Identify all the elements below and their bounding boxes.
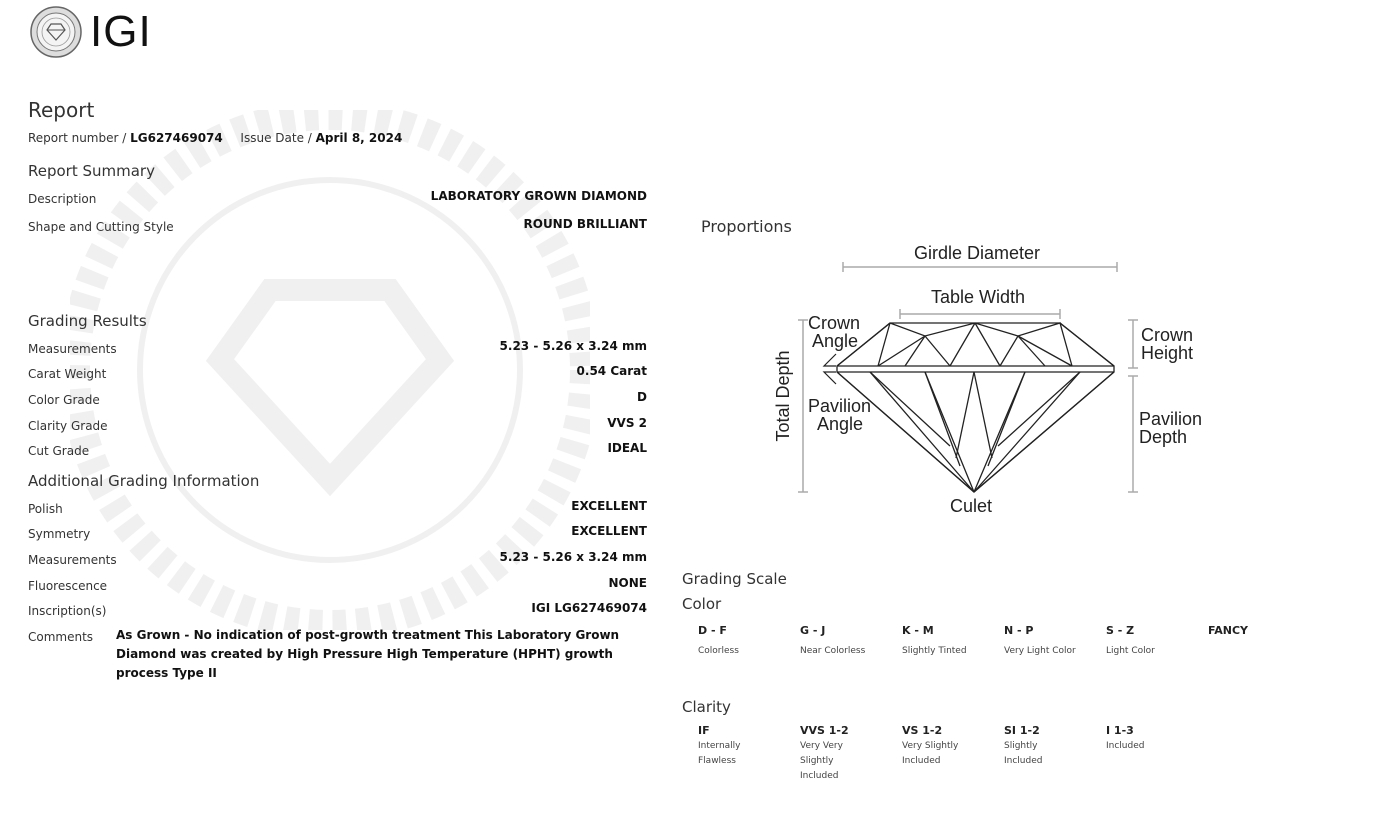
color-scale-item xyxy=(1208,624,1308,637)
clarity-desc-line: Included xyxy=(1004,756,1043,766)
clarity-scale-item xyxy=(800,724,900,784)
summary-label: Description xyxy=(28,192,97,206)
clarity-scale-item xyxy=(902,724,1002,769)
color-code: N - P xyxy=(1004,624,1034,637)
girdle-diameter-label: Girdle Diameter xyxy=(913,243,1041,263)
color-code: FANCY xyxy=(1208,624,1249,637)
table-width-label: Table Width xyxy=(930,287,1026,307)
report-number: LG627469074 xyxy=(130,131,223,145)
clarity-code: VVS 1-2 xyxy=(800,724,849,737)
clarity-desc-line: Very Slightly xyxy=(902,741,959,751)
issue-date: April 8, 2024 xyxy=(315,131,403,145)
report-number-label: Report number / xyxy=(28,131,131,145)
color-code: G - J xyxy=(800,624,826,637)
additional-label: Measurements xyxy=(28,553,117,567)
summary-label: Shape and Cutting Style xyxy=(28,220,174,234)
report-title: Report xyxy=(28,98,95,122)
igi-seal-icon xyxy=(28,6,84,58)
comments-text: As Grown - No indication of post-growth treatment This Laboratory Grown Diamond was created by High Pressure High Temperature (HPHT) growth process Type II xyxy=(116,628,620,680)
grading-value: D xyxy=(637,390,647,404)
grading-label: Cut Grade xyxy=(28,444,90,458)
clarity-scale-title: Clarity xyxy=(682,698,731,716)
grading-label: Color Grade xyxy=(28,393,100,407)
pavilion-depth-label-1: Pavilion xyxy=(1139,409,1203,429)
additional-value: 5.23 - 5.26 x 3.24 mm xyxy=(499,550,647,564)
additional-info-title: Additional Grading Information xyxy=(28,472,260,490)
additional-label: Inscription(s) xyxy=(28,604,107,618)
clarity-desc-line: Included xyxy=(1106,741,1145,751)
report-summary-title: Report Summary xyxy=(28,162,155,180)
color-desc: Slightly Tinted xyxy=(902,646,967,656)
proportions-title: Proportions xyxy=(701,217,792,236)
additional-label: Fluorescence xyxy=(28,579,108,593)
issue-date-label: Issue Date / xyxy=(240,131,316,145)
clarity-code: SI 1-2 xyxy=(1004,724,1040,737)
grading-label: Measurements xyxy=(28,342,117,356)
color-desc: Light Color xyxy=(1106,646,1155,656)
clarity-desc-line: Included xyxy=(902,756,941,766)
crown-angle-label-2: Angle xyxy=(812,331,859,351)
summary-value: LABORATORY GROWN DIAMOND xyxy=(430,189,647,203)
additional-label: Symmetry xyxy=(28,527,91,541)
diamond-proportions-diagram xyxy=(760,236,1230,526)
grading-results-title: Grading Results xyxy=(28,312,147,330)
color-scale-item xyxy=(800,624,900,659)
clarity-desc-line: Internally xyxy=(698,741,741,751)
logo-text: IGI xyxy=(90,7,152,56)
clarity-scale-item xyxy=(698,724,798,769)
clarity-desc-line: Very Very xyxy=(800,741,843,751)
clarity-code: VS 1-2 xyxy=(902,724,943,737)
color-code: K - M xyxy=(902,624,934,637)
crown-angle-label-1: Crown xyxy=(808,313,861,333)
color-scale-item xyxy=(902,624,1002,659)
grading-value: VVS 2 xyxy=(607,416,647,430)
color-desc: Very Light Color xyxy=(1004,646,1076,656)
culet-label: Culet xyxy=(949,496,993,516)
color-scale-item xyxy=(698,624,798,659)
color-code: S - Z xyxy=(1106,624,1135,637)
clarity-desc xyxy=(1106,739,1206,754)
report-meta xyxy=(28,131,402,145)
color-desc: Near Colorless xyxy=(800,646,866,656)
clarity-desc xyxy=(698,739,798,769)
grading-value: IDEAL xyxy=(607,441,647,455)
additional-value: EXCELLENT xyxy=(571,499,647,513)
color-scale-item xyxy=(1106,624,1206,659)
comments-label: Comments xyxy=(28,630,94,644)
total-depth-label: Total Depth xyxy=(773,350,793,442)
clarity-desc xyxy=(800,739,900,784)
clarity-desc xyxy=(1004,739,1104,769)
clarity-code: I 1-3 xyxy=(1106,724,1134,737)
grading-value: 0.54 Carat xyxy=(576,364,647,378)
clarity-desc-line: Included xyxy=(800,771,839,781)
additional-value: IGI LG627469074 xyxy=(531,601,647,615)
color-code: D - F xyxy=(698,624,727,637)
color-scale-title: Color xyxy=(682,595,722,613)
igi-logo xyxy=(28,6,152,58)
color-desc: Colorless xyxy=(698,646,739,656)
pavilion-depth-label-2: Depth xyxy=(1139,427,1188,447)
grading-scale-title: Grading Scale xyxy=(682,570,787,588)
clarity-scale-item xyxy=(1106,724,1206,754)
crown-height-label-1: Crown xyxy=(1141,325,1194,345)
additional-value: NONE xyxy=(608,576,647,590)
additional-value: EXCELLENT xyxy=(571,524,647,538)
clarity-desc-line: Slightly xyxy=(800,756,834,766)
clarity-code: IF xyxy=(698,724,710,737)
color-scale-item xyxy=(1004,624,1104,659)
grading-value: 5.23 - 5.26 x 3.24 mm xyxy=(499,339,647,353)
clarity-scale-item xyxy=(1004,724,1104,769)
clarity-desc-line: Flawless xyxy=(698,756,736,766)
grading-label: Carat Weight xyxy=(28,367,107,381)
clarity-desc-line: Slightly xyxy=(1004,741,1038,751)
pavilion-angle-label-1: Pavilion xyxy=(808,396,872,416)
crown-height-label-2: Height xyxy=(1141,343,1194,363)
summary-value: ROUND BRILLIANT xyxy=(523,217,647,231)
grading-label: Clarity Grade xyxy=(28,419,108,433)
additional-label: Polish xyxy=(28,502,63,516)
clarity-desc xyxy=(902,739,1002,769)
pavilion-angle-label-2: Angle xyxy=(817,414,864,434)
